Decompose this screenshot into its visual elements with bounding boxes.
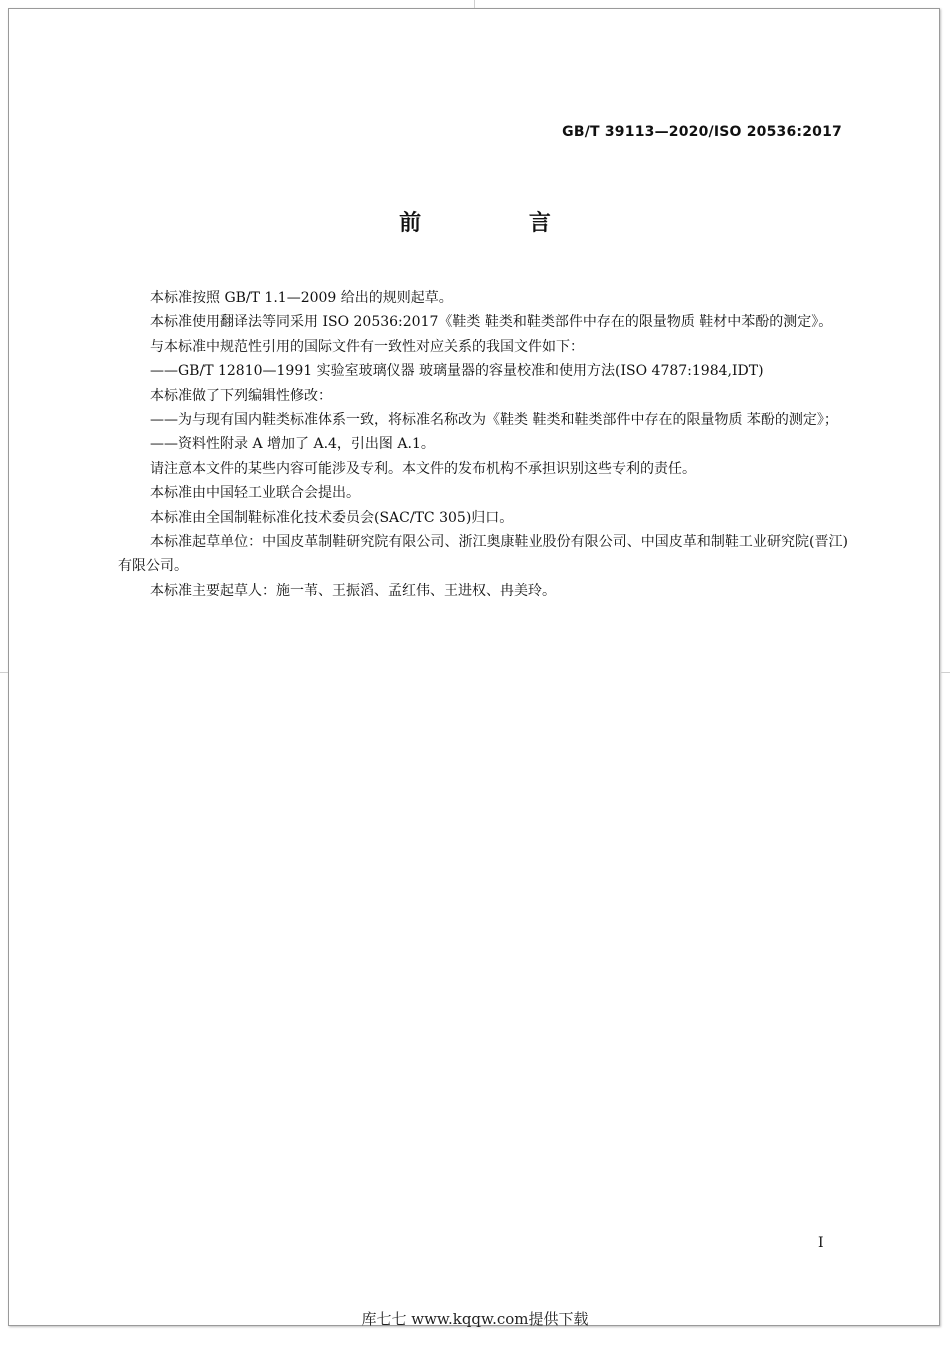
paragraph: 本标准主要起草人：施一苇、王振滔、孟红伟、王进权、冉美玲。 — [150, 582, 556, 599]
download-source-note: 库七七 www.kqqw.com提供下载 — [361, 1310, 589, 1328]
standard-code: GB/T 39113—2020/ISO 20536:2017 — [562, 124, 842, 140]
crop-mark-top — [474, 0, 475, 8]
paragraph: 本标准由全国制鞋标准化技术委员会(SAC/TC 305)归口。 — [150, 509, 514, 526]
reference-item: ——GB/T 12810—1991 实验室玻璃仪器 玻璃量器的容量校准和使用方法(ISO 4787:1984,IDT) — [150, 363, 764, 380]
paragraph: 本标准使用翻译法等同采用 ISO 20536:2017《鞋类 鞋类和鞋类部件中存在的限量物质 鞋材中苯酚的测定》。 — [150, 314, 833, 331]
list-item: ——为与现有国内鞋类标准体系一致，将标准名称改为《鞋类 鞋类和鞋类部件中存在的限量物质 苯酚的测定》； — [150, 412, 838, 429]
paragraph: 本标准做了下列编辑性修改： — [150, 387, 332, 404]
paragraph: 本标准由中国轻工业联合会提出。 — [150, 485, 360, 502]
list-item: ——资料性附录 A 增加了 A.4，引出图 A.1。 — [150, 436, 435, 453]
page-number: I — [818, 1235, 824, 1251]
page-title: 前 言 — [399, 211, 601, 236]
crop-mark-left — [0, 672, 8, 673]
document-body — [118, 286, 848, 603]
crop-mark-right — [941, 672, 950, 673]
paragraph: 本标准按照 GB/T 1.1—2009 给出的规则起草。 — [150, 290, 453, 306]
paragraph: 请注意本文件的某些内容可能涉及专利。本文件的发布机构不承担识别这些专利的责任。 — [150, 460, 696, 477]
paragraph: 本标准起草单位：中国皮革制鞋研究院有限公司、浙江奥康鞋业股份有限公司、中国皮革和制鞋工业研究院(晋江)有限公司。 — [118, 534, 848, 575]
paragraph: 与本标准中规范性引用的国际文件有一致性对应关系的我国文件如下： — [150, 338, 584, 355]
